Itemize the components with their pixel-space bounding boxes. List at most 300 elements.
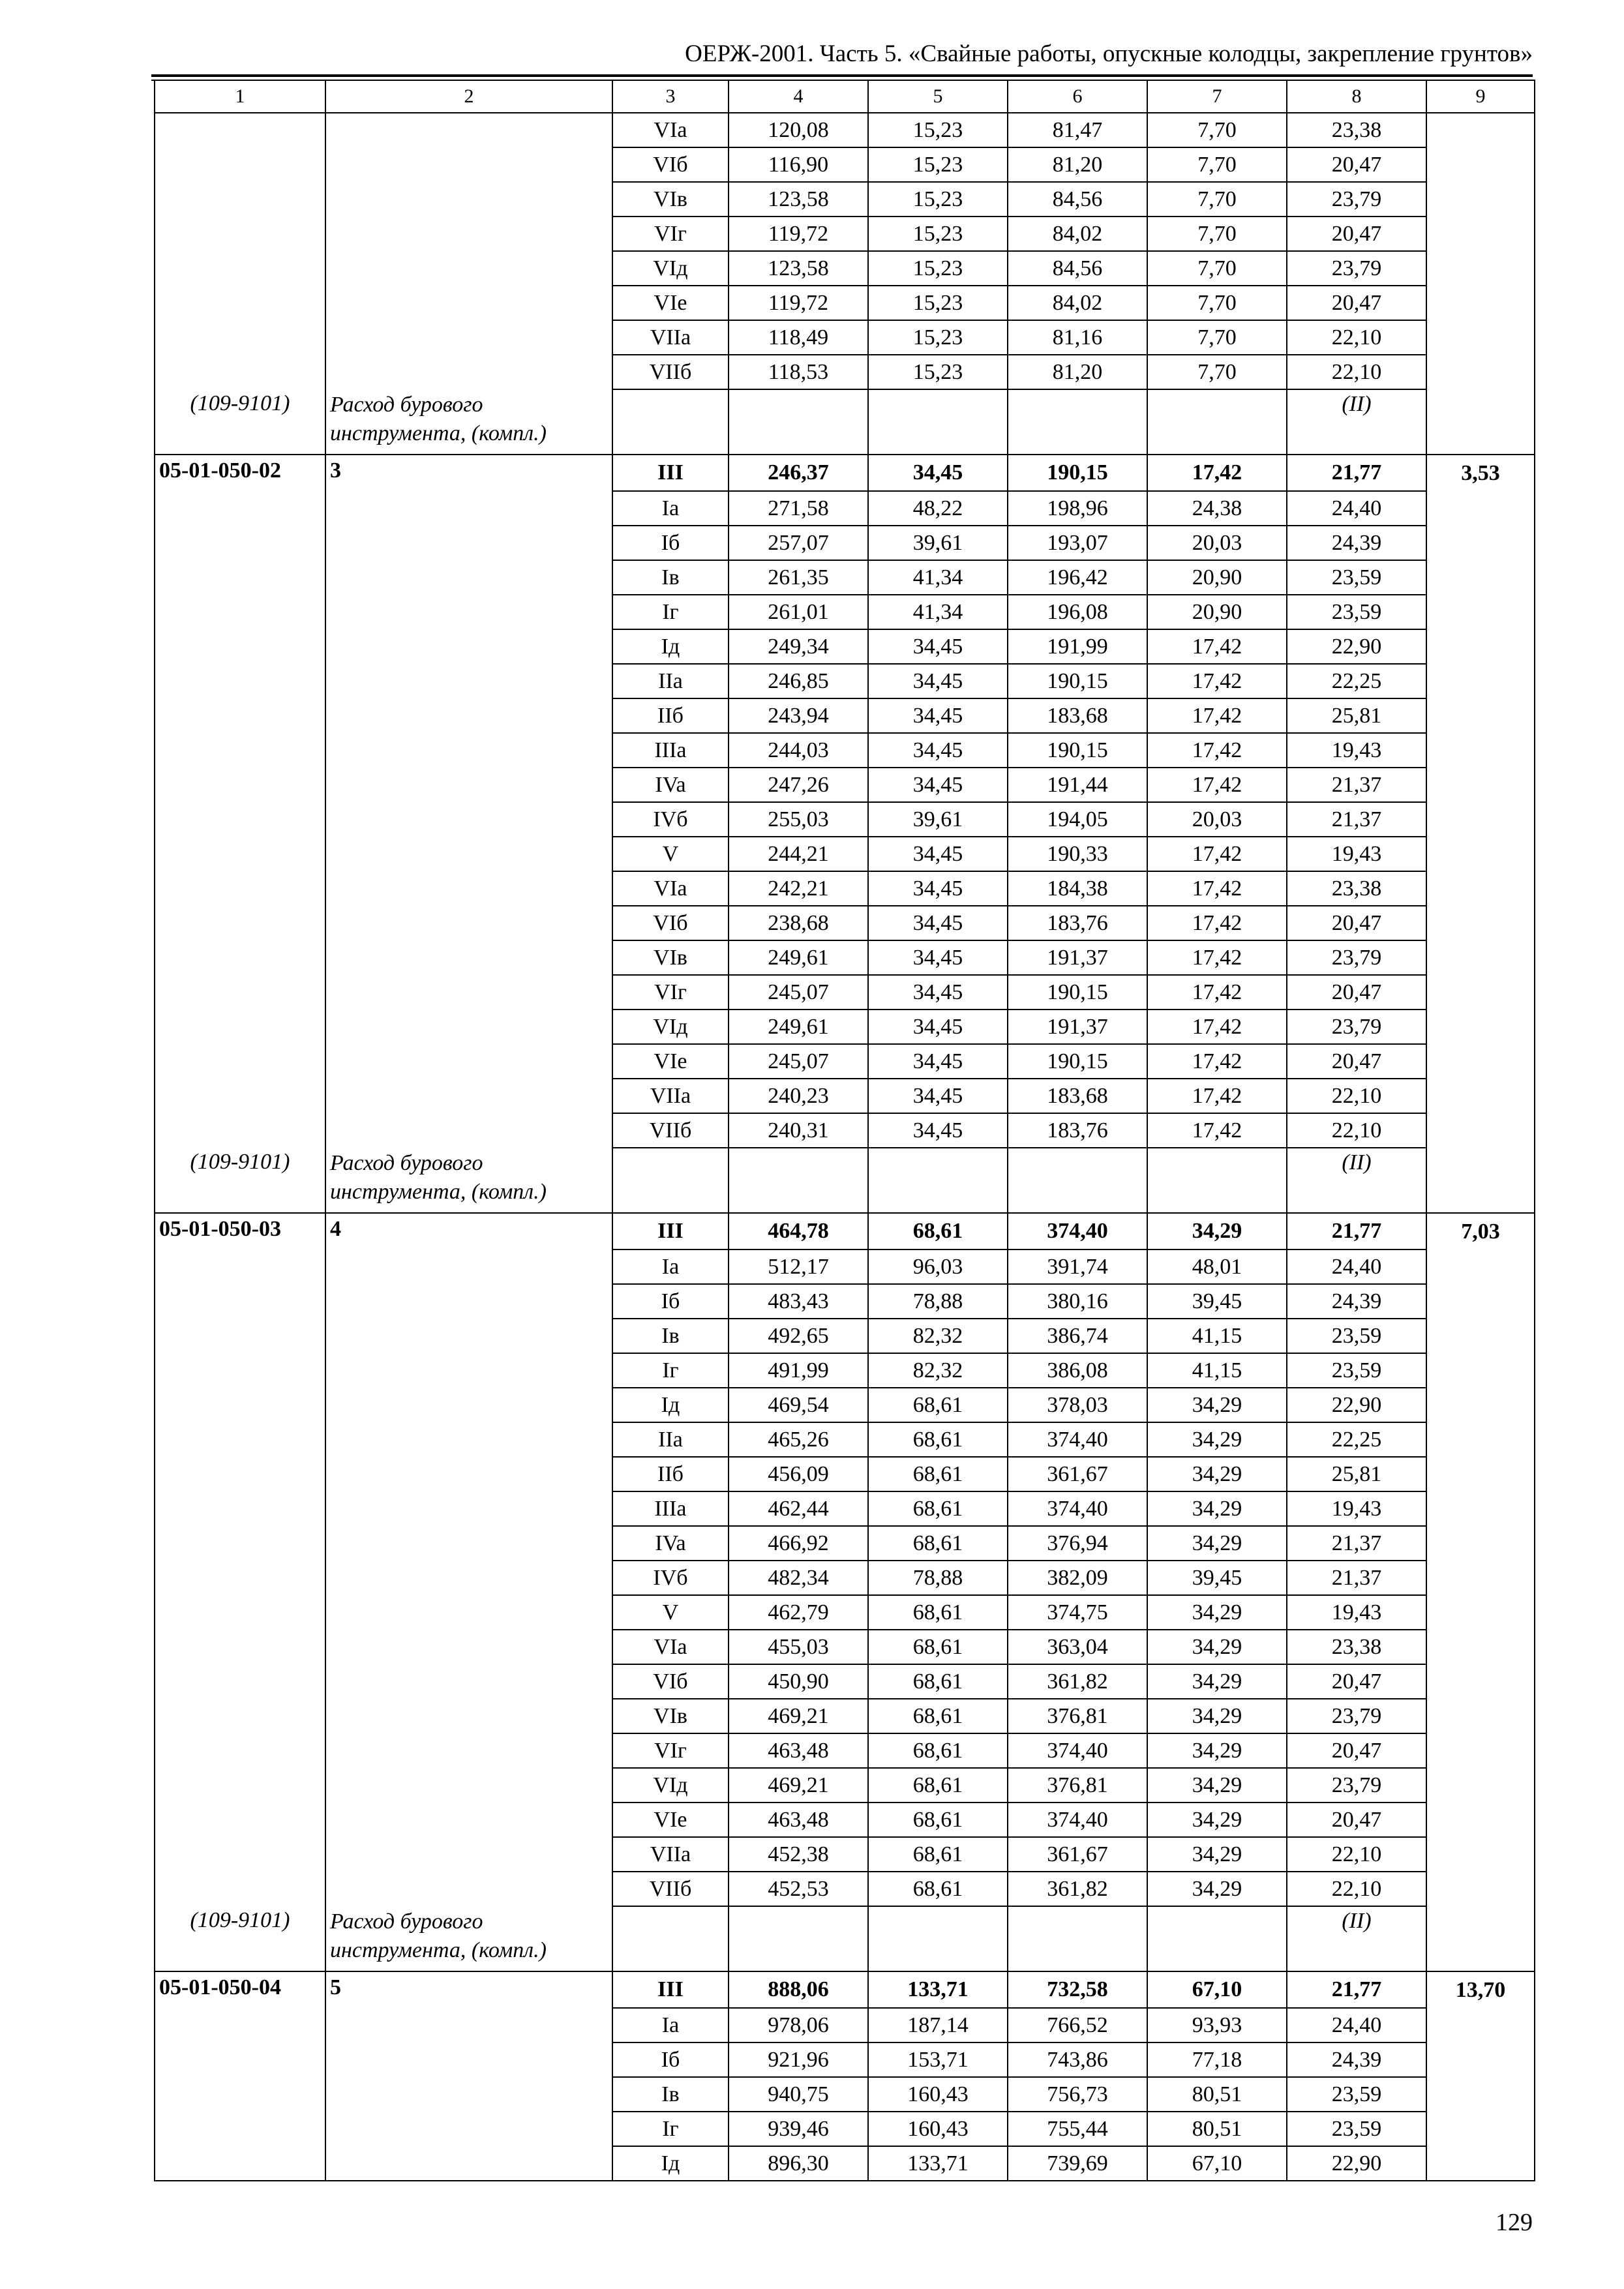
code-cell [155,491,325,526]
table-cell: 196,08 [1008,595,1147,629]
table-cell: 19,43 [1287,733,1426,768]
table-cell: 374,40 [1008,1803,1147,1837]
col9-cell [1426,1561,1535,1595]
table-cell: VIб [612,147,729,182]
table-cell: 15,23 [868,286,1008,320]
table-cell: 19,43 [1287,1595,1426,1630]
table-row [155,147,1535,182]
table-cell: 17,42 [1147,1079,1287,1113]
table-cell: 743,86 [1008,2042,1147,2077]
table-cell: 22,10 [1287,320,1426,355]
table-row [155,698,1535,733]
name-cell [325,698,612,733]
table-cell: Ia [612,491,729,526]
table-row [155,2042,1535,2077]
col9-cell [1426,1353,1535,1388]
empty-cell [729,1906,868,1971]
table-cell: 17,42 [1147,664,1287,698]
base-cell: III [612,455,729,491]
table-cell: 68,61 [868,1872,1008,1906]
table-cell: 77,18 [1147,2042,1287,2077]
table-cell: VIIa [612,320,729,355]
table-row [155,251,1535,286]
col9-cell [1426,698,1535,733]
table-cell: 190,33 [1008,837,1147,871]
table-cell: Iв [612,1319,729,1353]
table-row [155,1664,1535,1699]
col9-cell [1426,1422,1535,1457]
table-cell: 739,69 [1008,2146,1147,2181]
col9-cell [1426,1733,1535,1768]
table-cell: 249,61 [729,940,868,975]
table-cell: 191,99 [1008,629,1147,664]
column-number: 8 [1287,80,1426,113]
table-cell: 41,15 [1147,1319,1287,1353]
table-cell: 190,15 [1008,1044,1147,1079]
table-cell: VIв [612,940,729,975]
code-cell [155,1561,325,1595]
table-row [155,1630,1535,1664]
table-cell: IIa [612,1422,729,1457]
table-cell: V [612,1595,729,1630]
table-row [155,2146,1535,2181]
name-cell [325,2112,612,2146]
column-number: 1 [155,80,325,113]
empty-cell [612,389,729,455]
base-cell: 374,40 [1008,1213,1147,1249]
column-number: 3 [612,80,729,113]
table-cell: Ia [612,1249,729,1284]
code-cell [155,1353,325,1388]
col9-cell [1426,286,1535,320]
table-cell: 512,17 [729,1249,868,1284]
base-cell: 34,45 [868,455,1008,491]
code-cell [155,1664,325,1699]
table-cell: VIa [612,871,729,906]
table-cell: 7,70 [1147,147,1287,182]
table-cell: 17,42 [1147,629,1287,664]
table-cell: 34,45 [868,629,1008,664]
table-cell: 483,43 [729,1284,868,1319]
table-cell: 119,72 [729,217,868,251]
name-cell [325,906,612,940]
col9-cell [1426,629,1535,664]
table-cell: 81,16 [1008,320,1147,355]
name-cell [325,871,612,906]
col9-cell [1426,1872,1535,1906]
table-cell: 450,90 [729,1664,868,1699]
col9-cell [1426,802,1535,837]
table-row [155,320,1535,355]
table-cell: 361,82 [1008,1872,1147,1906]
table-row [155,1422,1535,1457]
table-cell: 34,29 [1147,1595,1287,1630]
name-cell [325,2077,612,2112]
table-cell: IVб [612,1561,729,1595]
name-cell [325,147,612,182]
table-cell: 183,76 [1008,906,1147,940]
page-number: 129 [1496,2209,1533,2236]
col9-cell [1426,320,1535,355]
code-cell [155,733,325,768]
table-cell: 193,07 [1008,526,1147,560]
table-cell: 755,44 [1008,2112,1147,2146]
table-cell: 245,07 [729,1044,868,1079]
table-cell: 84,56 [1008,182,1147,217]
table-cell: 376,94 [1008,1526,1147,1561]
table-cell: 20,47 [1287,975,1426,1010]
table-cell: 376,81 [1008,1768,1147,1803]
table-cell: 24,39 [1287,526,1426,560]
table-cell: VIIб [612,1872,729,1906]
table-cell: 469,54 [729,1388,868,1422]
name-cell [325,355,612,389]
name-cell [325,975,612,1010]
table-cell: 245,07 [729,975,868,1010]
col9-cell [1426,217,1535,251]
code-cell [155,1284,325,1319]
table-cell: 247,26 [729,768,868,802]
table-cell: 68,61 [868,1422,1008,1457]
table-cell: 82,32 [868,1319,1008,1353]
table-cell: 23,59 [1287,2112,1426,2146]
table-cell: 361,82 [1008,1664,1147,1699]
code-cell [155,871,325,906]
col9-cell [1426,1768,1535,1803]
table-cell: VIв [612,1699,729,1733]
table-cell: 34,45 [868,837,1008,871]
table-cell: 68,61 [868,1526,1008,1561]
code-cell [155,664,325,698]
table-cell: 34,45 [868,1044,1008,1079]
table-row [155,1699,1535,1733]
table-cell: VIe [612,1044,729,1079]
table-cell: 20,47 [1287,1803,1426,1837]
table-cell: VIб [612,906,729,940]
table-cell: 261,35 [729,560,868,595]
table-cell: 68,61 [868,1664,1008,1699]
table-cell: 39,45 [1147,1561,1287,1595]
empty-cell [1147,389,1287,455]
table-cell: 34,29 [1147,1664,1287,1699]
table-cell: 25,81 [1287,698,1426,733]
col9-cell [1426,526,1535,560]
col9-cell [1426,595,1535,629]
table-cell: IIб [612,1457,729,1491]
table-cell: VIIa [612,1837,729,1872]
table-cell: VIб [612,1664,729,1699]
table-row [155,1872,1535,1906]
resource-code: (109-9101) [155,389,325,455]
table-cell: 184,38 [1008,871,1147,906]
table-cell: IIIa [612,1491,729,1526]
col9-cell [1426,906,1535,940]
code-cell [155,1044,325,1079]
code-cell [155,286,325,320]
name-cell [325,2008,612,2042]
table-cell: 7,70 [1147,113,1287,147]
table-cell: VIa [612,1630,729,1664]
table-cell: 41,34 [868,560,1008,595]
table-cell: 34,45 [868,975,1008,1010]
table-cell: 249,61 [729,1010,868,1044]
base-cell: 68,61 [868,1213,1008,1249]
table-cell: 246,85 [729,664,868,698]
table-cell: 22,90 [1287,1388,1426,1422]
table-cell: 491,99 [729,1353,868,1388]
table-cell: 78,88 [868,1561,1008,1595]
code-cell [155,768,325,802]
resource-code: (109-9101) [155,1906,325,1971]
table-row [155,80,1535,113]
col9-cell [1426,1526,1535,1561]
code-cell [155,1491,325,1526]
table-cell: 21,37 [1287,1526,1426,1561]
name-cell [325,1768,612,1803]
table-row [155,182,1535,217]
table-cell: 17,42 [1147,975,1287,1010]
name-cell [325,664,612,698]
table-cell: 21,37 [1287,1561,1426,1595]
base-cell: 888,06 [729,1971,868,2008]
table-cell: 19,43 [1287,1491,1426,1526]
base-cell: 133,71 [868,1971,1008,2008]
table-cell: 24,40 [1287,2008,1426,2042]
table-row [155,1319,1535,1353]
table-row [155,560,1535,595]
table-cell: VIa [612,113,729,147]
table-cell: 20,47 [1287,906,1426,940]
name-cell [325,1630,612,1664]
table-row [155,1491,1535,1526]
table-cell: 22,90 [1287,629,1426,664]
table-row [155,595,1535,629]
table-cell: 68,61 [868,1595,1008,1630]
table-cell: 15,23 [868,217,1008,251]
table-cell: 68,61 [868,1768,1008,1803]
table-cell: 22,10 [1287,1113,1426,1148]
name-cell [325,1010,612,1044]
code-cell [155,1872,325,1906]
table-row [155,940,1535,975]
table-cell: 190,15 [1008,975,1147,1010]
table-cell: 23,59 [1287,560,1426,595]
table-cell: 23,79 [1287,940,1426,975]
table-cell: 462,44 [729,1491,868,1526]
table-cell: 191,37 [1008,1010,1147,1044]
name-cell [325,560,612,595]
table-cell: 20,90 [1147,595,1287,629]
table-cell: 21,37 [1287,768,1426,802]
code-cell [155,2146,325,2181]
col9-cell [1426,1388,1535,1422]
code-cell [155,1630,325,1664]
page-header: ОЕРЖ-2001. Часть 5. «Свайные работы, опускные колодцы, закрепление грунтов» [151,38,1533,77]
table-cell: 24,38 [1147,491,1287,526]
table-cell: 940,75 [729,2077,868,2112]
table-row [155,1526,1535,1561]
name-cell [325,595,612,629]
table-cell: 34,45 [868,698,1008,733]
table-cell: 261,01 [729,595,868,629]
table-cell: 118,53 [729,355,868,389]
table-cell: 23,38 [1287,871,1426,906]
table-row [155,113,1535,147]
table-row [155,1010,1535,1044]
code-cell [155,1079,325,1113]
table-cell: 34,29 [1147,1422,1287,1457]
name-cell [325,1319,612,1353]
code-cell [155,1733,325,1768]
table-cell: 22,10 [1287,355,1426,389]
table-cell: 24,39 [1287,1284,1426,1319]
table-cell: 84,56 [1008,251,1147,286]
table-cell: VIд [612,1768,729,1803]
table-row [155,906,1535,940]
table-cell: 198,96 [1008,491,1147,526]
table-cell: VIд [612,1010,729,1044]
table-cell: 68,61 [868,1630,1008,1664]
table-cell: 17,42 [1147,1044,1287,1079]
name-cell [325,1872,612,1906]
empty-cell [868,389,1008,455]
table-row [155,1457,1535,1491]
table-cell: 7,70 [1147,217,1287,251]
base-cell: III [612,1971,729,2008]
table-cell: 23,59 [1287,2077,1426,2112]
table-cell: 257,07 [729,526,868,560]
col9-cell [1426,1664,1535,1699]
table-cell: 118,49 [729,320,868,355]
table-cell: Iв [612,560,729,595]
base-cell: 464,78 [729,1213,868,1249]
col9-cell [1426,1803,1535,1837]
empty-cell [612,1906,729,1971]
col9-cell [1426,1044,1535,1079]
table-cell: 68,61 [868,1457,1008,1491]
name-cell [325,320,612,355]
table-cell: 249,34 [729,629,868,664]
code-cell [155,629,325,664]
name-cell [325,1837,612,1872]
resource-code: (109-9101) [155,1148,325,1213]
column-number: 2 [325,80,612,113]
table-cell: 34,29 [1147,1457,1287,1491]
table-row [155,1249,1535,1284]
name-cell [325,768,612,802]
column-number: 7 [1147,80,1287,113]
col9-value: 7,03 [1426,1213,1535,1249]
col9-cell [1426,1148,1535,1213]
table-cell: 17,42 [1147,1010,1287,1044]
code-cell [155,1388,325,1422]
table-cell: 84,02 [1008,217,1147,251]
table-cell: 482,34 [729,1561,868,1595]
table-cell: 123,58 [729,182,868,217]
table-cell: 492,65 [729,1319,868,1353]
table-cell: 34,29 [1147,1699,1287,1733]
table-cell: 68,61 [868,1837,1008,1872]
name-cell [325,526,612,560]
table-cell: 243,94 [729,698,868,733]
col9-cell [1426,2008,1535,2042]
empty-cell [1008,1148,1147,1213]
resource-value: (II) [1287,1148,1426,1213]
code-cell [155,182,325,217]
table-cell: 22,10 [1287,1872,1426,1906]
table-cell: 119,72 [729,286,868,320]
table-cell: 374,40 [1008,1422,1147,1457]
table-cell: 48,22 [868,491,1008,526]
table-cell: 191,37 [1008,940,1147,975]
table-cell: V [612,837,729,871]
table-cell: 34,45 [868,664,1008,698]
name-cell [325,1249,612,1284]
empty-cell [1008,1906,1147,1971]
table-cell: 20,47 [1287,1664,1426,1699]
table-cell: 20,03 [1147,802,1287,837]
table-cell: 378,03 [1008,1388,1147,1422]
table-cell: 391,74 [1008,1249,1147,1284]
table-row [155,1733,1535,1768]
table-cell: 466,92 [729,1526,868,1561]
table-cell: 462,79 [729,1595,868,1630]
name-cell [325,182,612,217]
table-cell: 81,20 [1008,355,1147,389]
table-cell: 34,29 [1147,1803,1287,1837]
col9-cell [1426,1491,1535,1526]
table-cell: 183,76 [1008,1113,1147,1148]
table-cell: 465,26 [729,1422,868,1457]
table-cell: 160,43 [868,2112,1008,2146]
name-cell [325,2146,612,2181]
table-cell: VIг [612,975,729,1010]
table-cell: 452,38 [729,1837,868,1872]
col9-cell [1426,2146,1535,2181]
table-cell: 7,70 [1147,286,1287,320]
name-cell [325,1079,612,1113]
code-cell [155,837,325,871]
table-cell: 68,61 [868,1491,1008,1526]
name-cell [325,1353,612,1388]
code-cell [155,1526,325,1561]
table-cell: 68,61 [868,1803,1008,1837]
table-cell: 374,40 [1008,1733,1147,1768]
table-row [155,1768,1535,1803]
table-cell: 363,04 [1008,1630,1147,1664]
code-cell [155,698,325,733]
table-cell: 190,15 [1008,664,1147,698]
table-cell: 24,40 [1287,1249,1426,1284]
col9-cell [1426,355,1535,389]
table-cell: 896,30 [729,2146,868,2181]
code-cell [155,1837,325,1872]
code-cell [155,975,325,1010]
table-cell: 382,09 [1008,1561,1147,1595]
table-cell: 469,21 [729,1699,868,1733]
table-cell: Ia [612,2008,729,2042]
table-cell: VIг [612,217,729,251]
table-cell: 20,03 [1147,526,1287,560]
table-cell: 160,43 [868,2077,1008,2112]
table-cell: 7,70 [1147,320,1287,355]
table-cell: 21,37 [1287,802,1426,837]
code-cell [155,2112,325,2146]
col9-value: 13,70 [1426,1971,1535,2008]
table-cell: 22,25 [1287,664,1426,698]
table-cell: 766,52 [1008,2008,1147,2042]
table-cell: 81,47 [1008,113,1147,147]
